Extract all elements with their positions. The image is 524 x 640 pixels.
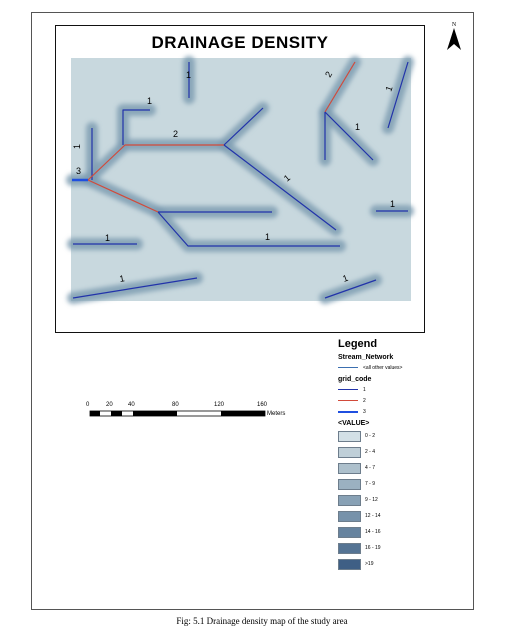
legend-class-3: [338, 477, 448, 491]
legend-swatch: [338, 463, 361, 474]
legend-class-6: [338, 525, 448, 539]
scale-tick-120: 120: [214, 402, 225, 408]
legend-line-1: [338, 389, 358, 390]
legend-class-0: [338, 429, 448, 443]
north-label: N: [451, 22, 457, 28]
legend-grid-code: grid_code: [338, 376, 372, 383]
legend-class-label: 14 - 16: [365, 529, 381, 535]
legend-class-4: [338, 493, 448, 507]
stream-order-label: 1: [390, 199, 396, 209]
scale-tick-20: 20: [106, 402, 113, 408]
legend-swatch: [338, 431, 361, 442]
stream-order-label: 2: [173, 129, 179, 139]
legend-class-label: 2 - 4: [365, 449, 376, 455]
legend-line-2: [338, 400, 358, 401]
scale-tick-80: 80: [172, 402, 179, 408]
legend-value-header: <VALUE>: [338, 420, 370, 427]
legend-grid-code-2-label: 2: [363, 397, 366, 404]
legend-stream-network: Stream_Network: [338, 354, 394, 361]
legend-title: Legend: [338, 338, 378, 350]
legend-grid-code-1-label: 1: [363, 386, 366, 393]
legend-grid-code-1: [338, 385, 448, 394]
legend-line-other: [338, 367, 358, 368]
scale-tick-0: 0: [86, 402, 90, 408]
legend-class-label: 9 - 12: [365, 497, 378, 503]
stream-order-label: 1: [105, 233, 111, 243]
legend-class-7: [338, 541, 448, 555]
legend-swatch: [338, 495, 361, 506]
legend-class-5: [338, 509, 448, 523]
stream-order-label: 1: [147, 96, 153, 106]
legend-class-1: [338, 445, 448, 459]
scale-tick-40: 40: [128, 402, 135, 408]
stream-order-label: 1: [355, 122, 361, 132]
legend-grid-code-2: [338, 396, 448, 405]
legend-class-label: 4 - 7: [365, 465, 376, 471]
legend-class-label: 16 - 19: [365, 545, 381, 551]
legend-swatch: [338, 527, 361, 538]
stream-order-label: 2: [323, 69, 335, 79]
legend-class-label: 0 - 2: [365, 433, 376, 439]
legend-grid-code-3: [338, 407, 448, 416]
stream-order-label: 1: [186, 70, 192, 80]
stream-order-label: 1: [341, 272, 350, 284]
scale-unit: Meters: [267, 411, 286, 417]
legend-grid-code-3-label: 3: [363, 408, 366, 415]
legend-class-label: 12 - 14: [365, 513, 381, 519]
scale-tick-160: 160: [257, 402, 268, 408]
legend: [338, 338, 448, 571]
legend-class-2: [338, 461, 448, 475]
legend-class-label: >19: [365, 561, 374, 567]
legend-other-values-label: <all other values>: [363, 364, 403, 371]
stream-order-label: 1: [118, 273, 126, 284]
stream-order-label: 1: [383, 84, 395, 93]
figure-caption: Fig: 5.1 Drainage density map of the study area: [176, 616, 348, 626]
legend-swatch: [338, 559, 361, 570]
stream-order-label: 1: [72, 143, 82, 149]
stream-order-label: 1: [281, 172, 293, 184]
legend-line-3: [338, 411, 358, 413]
legend-class-label: 7 - 9: [365, 481, 376, 487]
legend-classes: [338, 429, 448, 571]
legend-swatch: [338, 447, 361, 458]
legend-other-values: [338, 363, 448, 372]
map-background: [71, 58, 411, 301]
legend-swatch: [338, 479, 361, 490]
stream-order-label: 3: [76, 166, 82, 176]
legend-swatch: [338, 511, 361, 522]
stream-order-label: 1: [265, 232, 271, 242]
legend-class-8: [338, 557, 448, 571]
map-title: DRAINAGE DENSITY: [151, 33, 329, 52]
legend-swatch: [338, 543, 361, 554]
